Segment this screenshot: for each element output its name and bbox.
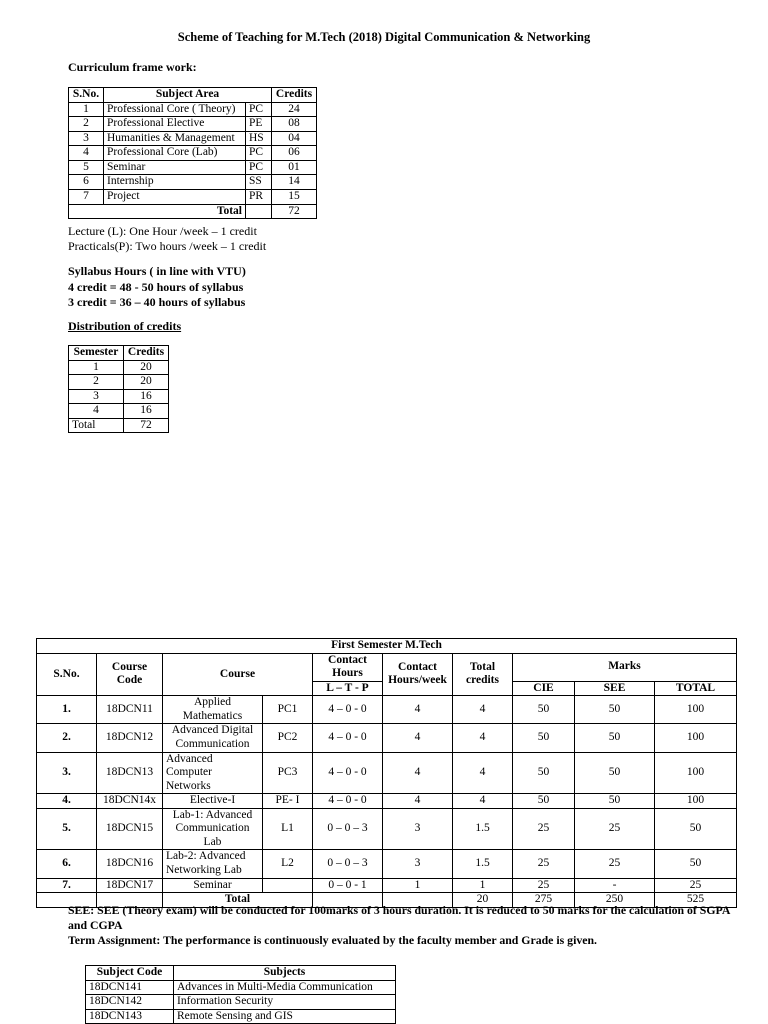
credits-cell: 16 [124,404,169,419]
sno-cell: 4 [69,146,104,161]
total-marks-cell: 25 [655,878,737,893]
table-total-row [69,418,169,433]
subject-name-cell: Remote Sensing and GIS [174,1009,396,1024]
table-total-row [69,204,317,219]
table-row [69,404,169,419]
table-header-row [86,966,396,981]
table-title-row [37,639,737,654]
subject-code-cell: HS [246,131,272,146]
col-header-sno: S.No. [69,88,104,103]
ltp-cell: 0 – 0 – 3 [313,850,383,878]
course-type-cell: L1 [263,808,313,850]
course-code-cell: 18DCN17 [97,878,163,893]
sno-cell: 7. [37,878,97,893]
credits-cell: 16 [124,389,169,404]
term-assignment-footnote: Term Assignment: The performance is continuously evaluated by the faculty member and Grade is given. [68,933,597,947]
syllabus-hours-block [68,264,246,311]
page-title: Scheme of Teaching for M.Tech (2018) Digital Communication & Networking [177,30,591,44]
total-label-cell: Total [69,204,246,219]
hours-week-cell: 3 [383,850,453,878]
subject-code-cell: PR [246,189,272,204]
total-marks-cell: 100 [655,696,737,724]
col-header-cie: CIE [513,681,575,696]
table-row [37,850,737,878]
col-header-total-credits: Total credits [453,653,513,696]
sno-cell: 2 [69,117,104,132]
table-row [69,131,317,146]
empty-cell [246,204,272,219]
table-header-row [69,88,317,103]
credits-cell: 15 [272,189,317,204]
course-name-cell: Seminar [163,878,263,893]
ltp-cell: 4 – 0 - 0 [313,794,383,809]
course-type-cell: PE- I [263,794,313,809]
table-header-row [37,653,737,681]
table-row [86,995,396,1010]
course-code-cell: 18DCN15 [97,808,163,850]
table-row [69,160,317,175]
credits-cell: 4 [453,696,513,724]
syllabus-heading: Syllabus Hours ( in line with VTU) [68,264,246,278]
course-type-cell: PC3 [263,752,313,794]
hours-week-cell: 4 [383,794,453,809]
course-type-cell: L2 [263,850,313,878]
subject-code-cell: PC [246,102,272,117]
ltp-cell: 0 – 0 – 3 [313,808,383,850]
sno-cell: 2. [37,724,97,752]
semester-cell: 3 [69,389,124,404]
table-row [69,146,317,161]
first-semester-table [36,638,737,908]
course-type-cell: PC1 [263,696,313,724]
credits-cell: 4 [453,724,513,752]
ltp-cell: 4 – 0 - 0 [313,724,383,752]
credits-cell: 08 [272,117,317,132]
subject-code-cell: 18DCN142 [86,995,174,1010]
credits-cell: 1 [453,878,513,893]
sno-cell: 7 [69,189,104,204]
col-header-credits: Credits [124,346,169,361]
subject-area-cell: Professional Core (Lab) [104,146,246,161]
cie-cell: 50 [513,724,575,752]
subject-area-cell: Humanities & Management [104,131,246,146]
course-name-cell: Lab-1: Advanced Communication Lab [163,808,263,850]
ltp-cell: 4 – 0 - 0 [313,696,383,724]
semester-cell: 1 [69,360,124,375]
total-marks-cell: 50 [655,808,737,850]
col-header-see: SEE [575,681,655,696]
total-label-cell: Total [163,893,313,908]
semester-table-title: First Semester M.Tech [37,639,737,654]
sno-cell: 6. [37,850,97,878]
table-row [37,878,737,893]
table-row [37,794,737,809]
table-row [69,189,317,204]
see-cell: 50 [575,752,655,794]
lecture-note: Lecture (L): One Hour /week – 1 credit [68,224,257,238]
table-row [37,696,737,724]
hours-week-cell: 4 [383,696,453,724]
course-name-cell: Applied Mathematics [163,696,263,724]
course-code-cell: 18DCN16 [97,850,163,878]
table-row [69,360,169,375]
table-row [37,724,737,752]
course-code-cell: 18DCN11 [97,696,163,724]
credits-cell: 4 [453,752,513,794]
course-code-cell: 18DCN13 [97,752,163,794]
subject-name-cell: Information Security [174,995,396,1010]
cie-cell: 50 [513,696,575,724]
table-row [69,102,317,117]
sno-cell: 1. [37,696,97,724]
col-header-contact-hours: Contact Hours [313,653,383,681]
subject-area-cell: Project [104,189,246,204]
col-header-marks: Marks [513,653,737,681]
total-see-cell: 250 [575,893,655,908]
cie-cell: 50 [513,794,575,809]
subject-code-cell: 18DCN143 [86,1009,174,1024]
table-row [69,175,317,190]
cie-cell: 25 [513,878,575,893]
col-header-hours-per-week: Contact Hours/week [383,653,453,696]
total-credits-cell: 72 [272,204,317,219]
see-cell: 50 [575,794,655,809]
col-header-credits: Credits [272,88,317,103]
course-name-cell: Lab-2: Advanced Networking Lab [163,850,263,878]
course-type-cell: PC2 [263,724,313,752]
hours-week-cell: 1 [383,878,453,893]
subject-code-cell: 18DCN141 [86,980,174,995]
hours-week-cell: 4 [383,724,453,752]
course-code-cell: 18DCN14x [97,794,163,809]
col-header-total-marks: TOTAL [655,681,737,696]
semester-cell: Total [69,418,124,433]
table-row [86,980,396,995]
total-credits-cell: 20 [453,893,513,908]
subject-code-cell: PC [246,160,272,175]
semester-cell: 4 [69,404,124,419]
distribution-table [68,345,169,433]
sno-cell: 6 [69,175,104,190]
course-name-cell: Advanced Computer Networks [163,752,263,794]
syllabus-rule-3credit: 3 credit = 36 – 40 hours of syllabus [68,295,246,309]
cie-cell: 25 [513,808,575,850]
col-header-ltp: L – T - P [313,681,383,696]
total-marks-cell: 100 [655,752,737,794]
credits-cell: 01 [272,160,317,175]
table-header-row [69,346,169,361]
col-header-course: Course [163,653,313,696]
table-row [37,752,737,794]
semester-cell: 2 [69,375,124,390]
total-cie-cell: 275 [513,893,575,908]
curriculum-heading: Curriculum frame work: [68,60,197,74]
subject-area-cell: Professional Core ( Theory) [104,102,246,117]
credits-cell: 20 [124,360,169,375]
col-header-sno: S.No. [37,653,97,696]
cie-cell: 50 [513,752,575,794]
sno-cell: 3 [69,131,104,146]
see-cell: 50 [575,724,655,752]
sno-cell: 5 [69,160,104,175]
see-cell: 50 [575,696,655,724]
hours-week-cell: 3 [383,808,453,850]
col-header-semester: Semester [69,346,124,361]
col-header-subject-code: Subject Code [86,966,174,981]
credits-cell: 06 [272,146,317,161]
course-name-cell: Advanced Digital Communication [163,724,263,752]
subject-area-cell: Internship [104,175,246,190]
subject-code-cell: PE [246,117,272,132]
credits-cell: 1.5 [453,850,513,878]
total-marks-cell: 100 [655,724,737,752]
subject-code-cell: PC [246,146,272,161]
practicals-note: Practicals(P): Two hours /week – 1 credit [68,239,267,253]
total-marks-cell: 100 [655,794,737,809]
see-cell: 25 [575,808,655,850]
see-footnote: SEE: SEE (Theory exam) will be conducted for 100marks of 3 hours duration. It is reduced to 50 marks for the calculation of SGPA and CGPA [68,903,730,933]
ltp-cell: 0 – 0 - 1 [313,878,383,893]
credits-cell: 1.5 [453,808,513,850]
col-header-subject-area: Subject Area [104,88,272,103]
table-row [69,375,169,390]
distribution-heading: Distribution of credits [68,319,182,333]
table-row [86,1009,396,1024]
total-marks-cell: 50 [655,850,737,878]
credits-cell: 72 [124,418,169,433]
sno-cell: 5. [37,808,97,850]
sno-cell: 3. [37,752,97,794]
sno-cell: 4. [37,794,97,809]
table-row [69,117,317,132]
subject-code-cell: SS [246,175,272,190]
see-cell: 25 [575,850,655,878]
ltp-cell: 4 – 0 - 0 [313,752,383,794]
col-header-course-code: Course Code [97,653,163,696]
electives-table [85,965,396,1024]
credits-cell: 20 [124,375,169,390]
col-header-subjects: Subjects [174,966,396,981]
credits-cell: 24 [272,102,317,117]
credits-cell: 4 [453,794,513,809]
course-code-cell: 18DCN12 [97,724,163,752]
credits-cell: 04 [272,131,317,146]
table-row [69,389,169,404]
see-cell: - [575,878,655,893]
curriculum-table [68,87,317,219]
course-name-cell: Elective-I [163,794,263,809]
credits-cell: 14 [272,175,317,190]
sno-cell: 1 [69,102,104,117]
subject-area-cell: Professional Elective [104,117,246,132]
course-type-cell [263,878,313,893]
table-row [37,808,737,850]
subject-name-cell: Advances in Multi-Media Communication [174,980,396,995]
hours-week-cell: 4 [383,752,453,794]
cie-cell: 25 [513,850,575,878]
syllabus-rule-4credit: 4 credit = 48 - 50 hours of syllabus [68,279,244,294]
subject-area-cell: Seminar [104,160,246,175]
grand-total-cell: 525 [655,893,737,908]
